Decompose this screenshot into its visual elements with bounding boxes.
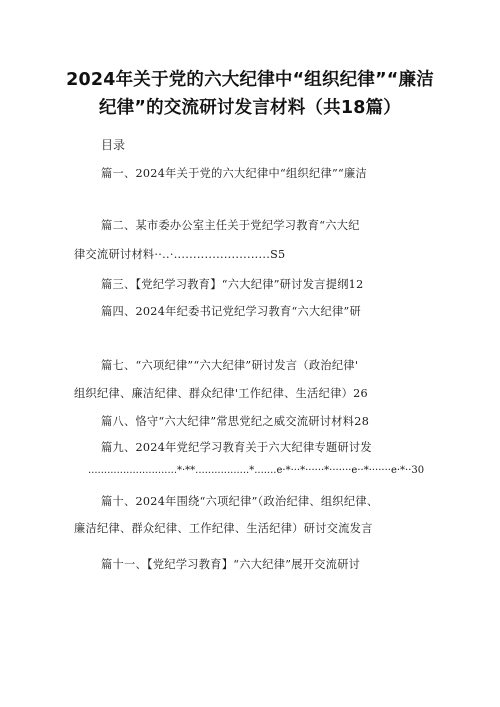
toc-entry-9: 篇九、2024年党纪学习教育关于六大纪律专题研讨发	[101, 441, 372, 454]
toc-entry-2: 篇二、某市委办公室主任关于党纪学习教育“六大纪	[101, 219, 360, 232]
toc-entry-10-cont: 廉洁纪律、群众纪律、工作纪律、生活纪律）研讨交流发言	[74, 522, 373, 535]
toc-entry-1: 篇一、2024年关于党的六大纪律中“组织纪律”“廉洁	[101, 167, 367, 180]
toc-entry-9-leader: ............................*·**.................*.......e·*···*······*·······e··*·······e·*··30	[88, 465, 425, 476]
toc-entry-7: 篇七、“六项纪律”“六大纪律”研讨发言（政治纪律'	[101, 359, 359, 372]
toc-entry-2-cont: 律交流研讨材料··..·.........................S5	[74, 248, 286, 261]
toc-entry-4: 篇四、2024年纪委书记党纪学习教育“六大纪律”研	[101, 305, 361, 318]
toc-entry-11: 篇十一、【党纪学习教育】“六大纪律”展开交流研讨	[101, 558, 361, 571]
toc-heading: 目录	[101, 138, 126, 152]
toc-entry-8: 篇八、恪守“六大纪律”常思党纪之威交流研讨材料28	[101, 415, 370, 428]
toc-entry-7-cont: 组织纪律、廉洁纪律、群众纪律'工作纪律、生活纪律）26	[74, 387, 368, 400]
toc-entry-3: 篇三、【党纪学习教育】“六大纪律”研讨发言提纲12	[101, 278, 364, 291]
toc-entry-10: 篇十、2024年围绕“六项纪律”（政治纪律、组织纪律、	[101, 495, 379, 508]
document-title: 2024年关于党的六大纪律中“组织纪律”“廉洁纪律”的交流研讨发言材料（共18篇）	[66, 70, 434, 118]
